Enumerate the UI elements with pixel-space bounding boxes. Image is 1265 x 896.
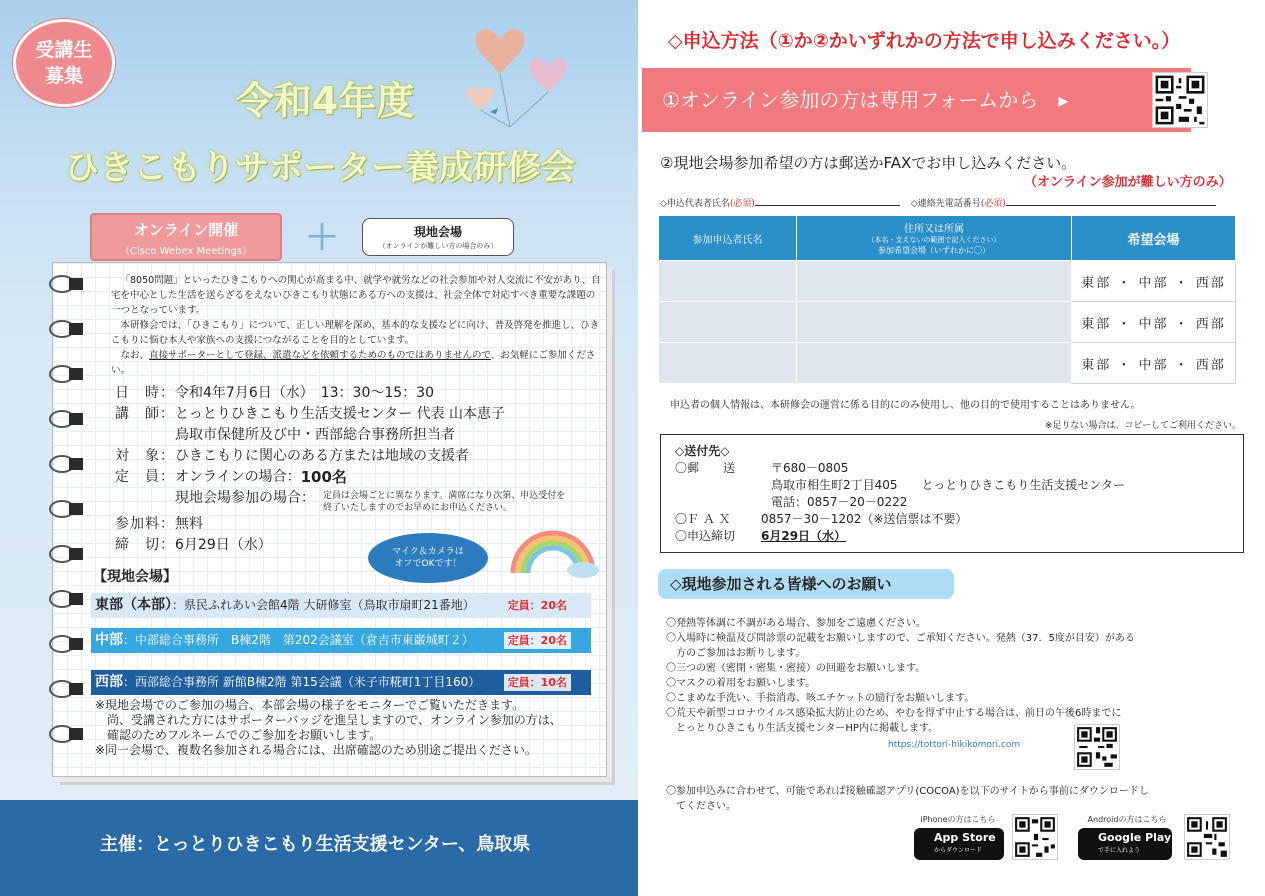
ring-icon [49, 725, 87, 743]
venue-heading: 【現地会場】 [93, 569, 177, 585]
recruit-badge [13, 19, 115, 107]
send-to-box: ◇送付先◇ 〇郵 送 〒680－0805 鳥取市相生町2丁目405 とっとりひきこもり生活支援センター 電話：0857－20－0222 〇Ｆ Ａ Ｘ 0857－30－1202（※送信票は不要） 〇申込締切 6月29日（水） [660, 434, 1244, 553]
list-item: 〇荒天や新型コロナウイルス感染拡大防止のため、やむを得ず中止する場合は、前日の午後6時までに [666, 708, 1122, 719]
online-title: オンライン開催 [133, 221, 239, 239]
target-row: 対 象： ひきこもりに関心のある方または地域の支援者 [115, 448, 469, 464]
online-badge [90, 213, 282, 261]
iphone-label: iPhoneの方はこちら [920, 815, 996, 824]
lecturer-row-2: 鳥取市保健所及び中・西部総合事務所担当者 [175, 427, 455, 443]
intro-paragraph-2: 本研修会では、「ひきこもり」について、正しい理解を深め、基本的な支援などに向け、普及啓発を推進し、ひきこもりに悩む本人や家族への支援につながることを目的としています。 [111, 320, 600, 346]
col-name: 参加申込者氏名 [659, 216, 797, 261]
venue-badge [362, 218, 514, 256]
ring-icon [49, 275, 87, 293]
app-store-button[interactable]: App Store からダウンロード [914, 828, 1004, 860]
list-item: 方のご参加はお断りします。 [666, 648, 806, 659]
capacity-row: 定 員： オンラインの場合： 100名 [115, 468, 347, 486]
capacity-venue-row: 現地会場参加の場合： 定員は会場ごとに異なります。満席になり次第、申込受付を終了いたしますのでお早めにお申込ください。 [175, 490, 566, 513]
ring-icon [49, 680, 87, 698]
deadline-row: 締 切： 6月29日（水） [115, 537, 272, 553]
list-item: 〇三つの密（密閉・密集・密接）の回避をお願いします。 [666, 663, 926, 674]
website-link[interactable]: https://tottori-hikikomori.com [888, 740, 1021, 750]
requests-list [666, 616, 1241, 736]
applicant-fields: ◇申込代表者氏名(必須) ◇連絡先電話番号(必須) [660, 196, 1224, 209]
table-row: 東部 ・ 中部 ・ 西部 [659, 343, 1236, 384]
qr-code-icon[interactable] [1074, 724, 1120, 770]
qr-code-icon[interactable] [1184, 814, 1230, 860]
list-item: 〇発熱等体調に不調がある場合、参加をご遠慮ください。 [666, 618, 926, 629]
venue-row-east: 東部（本部）：県民ふれあい会館4階 大研修室（鳥取市扇町21番地） 定員：20名 [91, 593, 591, 618]
ring-icon [49, 500, 87, 518]
lecturer-row: 講 師： とっとりひきこもり生活支援センター 代表 山本恵子 [115, 406, 506, 422]
table-row: 東部 ・ 中部 ・ 西部 [659, 261, 1236, 302]
intro-paragraph-3: なお、直接サポーターとして登録、派遣などを依頼するためのものではありませんので、お気軽にご参加ください。 [111, 350, 596, 376]
ring-icon [49, 635, 87, 653]
list-item: 〇マスクの着用をお願いします。 [666, 678, 816, 689]
list-item: 〇入場時に検温及び問診票の記載をお願いしますので、ご承知ください。発熱（37．5度が目安）がある [666, 633, 1135, 644]
speech-bubble: マイク＆カメラは オフでOKです！ [368, 533, 488, 583]
privacy-note: 申込者の個人情報は、本研修会の運営に係る目的にのみ使用し、他の目的で使用することはありません。 [670, 400, 1141, 411]
rep-name-field[interactable] [755, 205, 900, 206]
title-year: 令和4年度 [235, 79, 415, 123]
ring-icon [49, 320, 87, 338]
copy-note: ※足りない場合は、コピーしてご利用ください。 [1044, 421, 1241, 431]
notebook-card [52, 262, 607, 777]
ring-icon [49, 590, 87, 608]
recruit-line2: 募集 [44, 65, 83, 87]
phone-field[interactable] [1006, 205, 1216, 206]
table-row: 東部 ・ 中部 ・ 西部 [659, 302, 1236, 343]
venue-sub: （オンラインが難しい方の場合のみ） [378, 242, 498, 250]
mail-fax-instruction: ②現地会場参加希望の方は郵送かFAXでお申し込みください。 [660, 154, 1077, 172]
rainbow-icon [503, 518, 603, 578]
recruit-line1: 受講生 [35, 39, 93, 61]
ring-icon [49, 410, 87, 428]
list-item: とっとりひきこもり生活支援センターHP内に掲載します。 [666, 723, 939, 734]
venue-row-central: 中部：中部総合事務所 B棟2階 第202会議室（倉吉市東巌城町２） 定員：20名 [91, 628, 591, 653]
right-panel [638, 0, 1265, 896]
qr-code-icon[interactable] [1012, 814, 1058, 860]
fee-row: 参加料： 無料 [115, 516, 203, 532]
organizer-footer: 主催：とっとりひきこもり生活支援センター、鳥取県 [0, 800, 638, 896]
notes: ※現地会場でのご参加の場合、本部会場の様子をモニターでご覧いただきます。 尚、受講された方にはサポーターバッジを進呈しますので、オンライン参加の方は、 確認のためフルネームでのご参加をお願いします。 ※同一会場で、複数名参加される場合には、出席確認のため別途ご提出ください。 [95, 698, 562, 757]
title-main: ひきこもりサポーター養成研修会 [65, 148, 575, 188]
cocoa-note: 〇参加申込みに合わせて、可能であれば接触確認アプリ(COCOA)を以下のサイトから事前にダウンロードし てください。 [666, 786, 1149, 812]
android-label: Androidの方はこちら [1087, 815, 1167, 824]
application-table [658, 215, 1236, 384]
offline-only-note: （オンライン参加が難しい方のみ） [1024, 175, 1232, 190]
col-venue: 希望会場 [1072, 216, 1236, 261]
intro-text [111, 273, 601, 378]
date-row: 日 時： 令和4年7月6日（水） 13：30～15：30 [115, 385, 434, 401]
intro-paragraph-1: 「8050問題」といったひきこもりへの関心が高まる中、就学や就労などの社会参加や対人交流に不安があり、自宅を中心とした生活を送らざるをえないひきこもり状態にある方への支援は、社会全体で対応すべき重要な課題の一つとなっています。 [111, 275, 601, 316]
ring-icon [49, 455, 87, 473]
google-play-button[interactable]: Google Play で手に入れよう [1078, 828, 1172, 860]
requests-heading: ◇現地参加される皆様へのお願い [658, 569, 954, 599]
online-sub: （Cisco Webex Meetings） [119, 246, 253, 257]
list-item: 〇こまめな手洗い、手指消毒、咳エチケットの励行をお願いします。 [666, 693, 975, 704]
application-heading: ◇申込方法（①か②かいずれかの方法で申し込みください。） [668, 30, 1181, 52]
online-form-link[interactable]: ①オンライン参加の方は専用フォームから ▸ [642, 68, 1191, 132]
venue-row-west: 西部：西部総合事務所 新館B棟2階 第15会議（米子市糀町1丁目160） 定員：10名 [91, 670, 591, 695]
qr-code-icon[interactable] [1152, 72, 1208, 128]
ring-icon [49, 365, 87, 383]
plus-icon: ＋ [305, 218, 339, 258]
venue-title: 現地会場 [413, 225, 462, 239]
ring-icon [49, 545, 87, 563]
col-address: 住所又は所属 （本名・支えないの範囲で記入ください） 参加希望会場（いずれかに〇） [797, 216, 1072, 261]
